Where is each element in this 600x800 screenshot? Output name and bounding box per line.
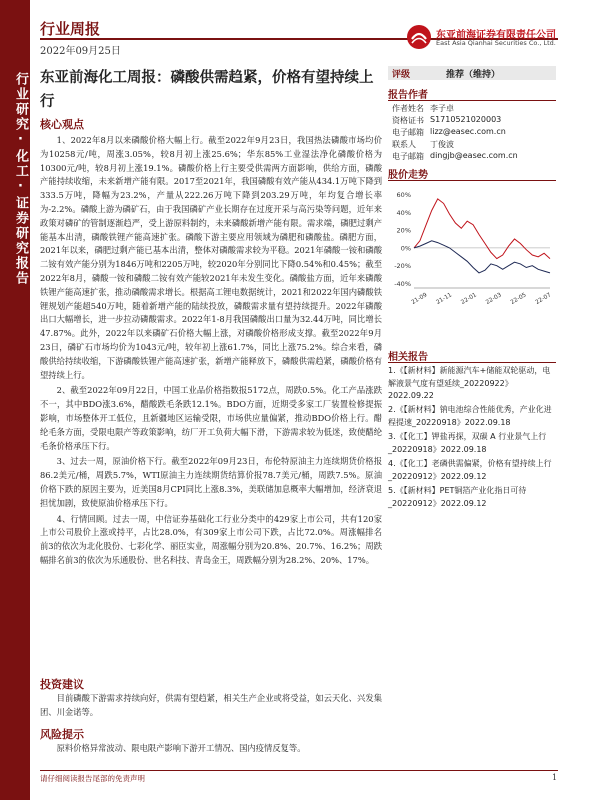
author-row: 电子邮箱 dingjb@easec.com.cn — [392, 151, 518, 161]
sidebar-label: 行业研究·化工·证券研究报告 — [13, 72, 28, 286]
logo-icon — [406, 24, 432, 50]
sidebar — [0, 0, 30, 800]
y-tick-label: 20% — [396, 226, 411, 235]
author-row: 资格证书 S1710521020003 — [392, 115, 502, 125]
related-report-item[interactable]: 3.《【化工】钾盐再探，双碳 A 行业景气上行_20220918》2022.09.18 — [388, 432, 547, 454]
footer-divider — [40, 770, 558, 771]
author-heading: 报告作者 — [388, 86, 556, 101]
x-tick-label: 22-05 — [509, 292, 528, 306]
logo-en-text: East Asia Qianhai Securities Co., Ltd. — [436, 39, 556, 47]
invest-heading: 投资建议 — [40, 678, 84, 691]
risk-text: 原料价格异常波动、限电限产影响下游开工情况、国内疫情反复等。 — [56, 743, 306, 753]
core-view-p2: 2、截至2022年09月22日，中国工业品价格指数报5172点，周跌0.5%。化工产品涨跌不一，其中BDO涨3.6%，醋酸跌毛条跌12.1%。BDO方面，近期受多家工厂装置检修提振影响，市场整体开工低位，且新疆地区运输受限，市场供应量偏紧，推动BDO价格上行。醋纶毛条方面，受限电限产等政策影响，纺厂开工负荷大幅下滑，下游需求较为低迷，致使醋纶毛条价格承压下行。 — [40, 385, 382, 451]
invest-text: 目前磷酸下游需求持续向好，供需有望趋紧，相关生产企业或将受益，如云天化、兴发集团、川金诺等。 — [40, 693, 382, 717]
x-tick-label: 21-09 — [410, 292, 429, 306]
report-title: 东亚前海化工周报：磷酸供需趋紧，价格有望持续上行 — [40, 70, 374, 110]
y-tick-label: 60% — [396, 190, 411, 199]
core-view-heading: 核心观点 — [40, 118, 84, 131]
related-report-item[interactable]: 1.《【新材料】新能源汽车+储能双轮驱动，电解液景气度有望延续_20220922》2022.09.22 — [388, 366, 551, 400]
x-tick-label: 22-07 — [534, 292, 553, 306]
y-tick-label: -40% — [394, 280, 411, 289]
author-row: 作者姓名 李子卓 — [392, 104, 454, 113]
y-tick-label: 40% — [396, 208, 411, 217]
x-tick-label: 22-01 — [460, 292, 478, 306]
risk-heading: 风险提示 — [40, 728, 84, 741]
core-view-body — [40, 134, 382, 568]
invest-body — [40, 692, 382, 720]
y-tick-label: 0% — [400, 244, 411, 253]
y-tick-label: -20% — [394, 262, 411, 271]
related-report-item[interactable]: 2.《【新材料】钠电池综合性能优秀，产业化进程提速_20220918》2022.09.18 — [388, 405, 552, 427]
core-view-p3: 3、过去一周，原油价格下行。截至2022年09月23日，布伦特原油主力连续期货价格报86.2美元/桶，周跌5.7%，WTI原油主力连续期货结算价报78.7美元/桶，周跌7.5%。原油价格下跌的原因主要为，近美国8月CPI同比上涨8.3%，美联储加息概率大幅增加，经济衰退担忧加剧，致使原油价格承压下行。 — [40, 456, 382, 508]
series-line — [414, 199, 550, 259]
company-logo — [406, 24, 566, 54]
core-view-p1: 1、2022年8月以来磷酸价格大幅上行。截至2022年9月23日，我国热法磷酸市场均价为10258元/吨，周涨3.05%，较8月初上涨25.6%；华东85%工业湿法净化磷酸价格为10300元/吨，较8月初上涨19.1%。磷酸价格上行主要受供需两方面影响，供给方面，磷酸产能持续收缩，未来新增产能有限。2017至2021年，我国磷酸有效产能从434.1万吨下降到333.5万吨，降幅为23.2%，产量从222.26万吨下降到203.29万吨，年均复合增长率为-2.2%。磷酸上游为磷矿石，由于我国磷矿产业长期存在过度开采与高污染等问题，近年来政策对磷矿的管制逐渐趋严，受上游原料制约，未来磷酸新增产能有限。需求端，磷肥过剩产能基本出清，磷酸铁锂产能高速扩张。磷酸下游主要应用领域为磷肥和磷酸盐。磷肥方面，2021年以来，磷肥过剩产能已基本出清，整体对磷酸需求较为平稳。2021年磷酸一铵和磷酸二铵有效产能分别为1846万吨和2205万吨，较2020年分别同比下降0.54%和0.45%；截至2022年8月，磷酸一铵和磷酸二铵有效产能较2021年未发生变化。磷酸盐方面，近年来磷酸铁锂产能高速扩张，推动磷酸需求增长。根据高工锂电数据统计，2021和2022年国内磷酸铁锂规划产能超540万吨，随着新增产能的陆续投放，磷酸需求量有望持续提升。2022年磷酸出口大幅增长，进一步拉动磷酸需求。2022年1-8月我国磷酸出口量为32.44万吨，同比增长47.87%。此外，2022年以来磷矿石价格大幅上涨，对磷酸价格形成支撑。截至2022年9月23日，磷矿石市场均价为1043元/吨，较年初上涨61.7%，同比上涨75.2%。综合来看，磷酸供给持续收缩，下游磷酸铁锂产能高速扩张，新增产能释放下，磷酸供需趋紧，磷酸价格有望持续上行。 — [40, 135, 382, 380]
page-number: 1 — [552, 773, 558, 782]
core-view-p4: 4、行情回顾。过去一周，中信证券基础化工行业分类中的429家上市公司，共有120家上市公司股价上涨或持平，占比28.0%，有309家上市公司下跌，占比72.0%。周涨幅排名前3的依次为北化股份、七彩化学、丽臣实业，周涨幅分别为20.8%、20.7%、16.2%；周跌幅排名前3的依次为乐通股份、世名科技、青岛金王，周跌幅分别为28.2%、20%、17%。 — [40, 513, 382, 565]
series-line — [414, 241, 550, 273]
rating-bar — [388, 66, 556, 80]
logo-cn-text: 东亚前海证券有限责任公司 — [436, 30, 556, 41]
disclaimer-note: 请仔细阅读报告尾部的免责声明 — [40, 774, 145, 783]
related-report-item[interactable]: 5.《【新材料】PET铜箔产业化指日可待_20220912》2022.09.12 — [388, 486, 527, 508]
related-heading: 相关报告 — [388, 348, 556, 363]
stock-trend-heading: 股价走势 — [388, 166, 556, 181]
x-tick-label: 22-03 — [485, 292, 503, 306]
author-row: 联系人 丁俊波 — [392, 140, 454, 149]
risk-body — [40, 742, 382, 756]
x-tick-label: 21-11 — [435, 292, 454, 306]
report-date: 2022年09月25日 — [40, 46, 121, 57]
rating-label: 评级 — [392, 70, 411, 80]
rating-value: 推荐（维持） — [446, 70, 501, 80]
related-report-item[interactable]: 4.《【化工】老磷供需偏紧，价格有望持续上行_20220912》2022.09.12 — [388, 459, 552, 481]
report-type: 行业周报 — [40, 20, 101, 38]
stock-trend-chart — [388, 184, 556, 310]
author-row: 电子邮箱 lizz@easec.com.cn — [392, 127, 506, 137]
